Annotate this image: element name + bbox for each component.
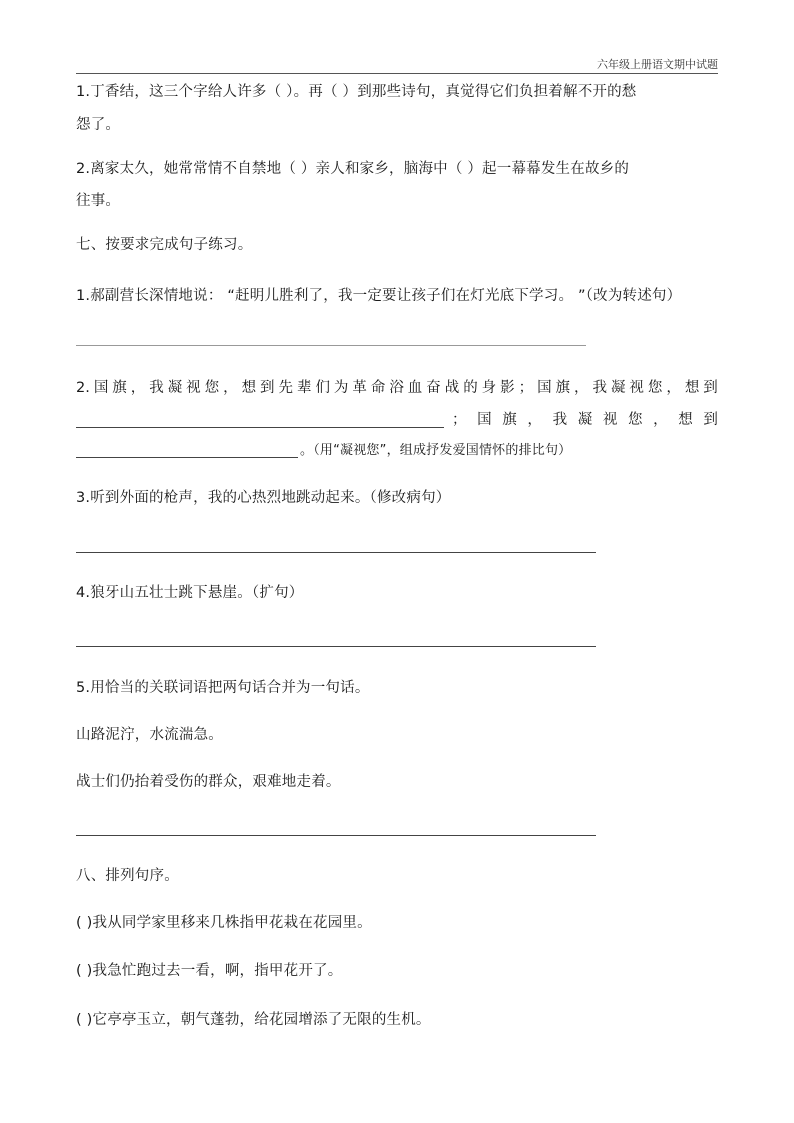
q8-item-3-text: 它亭亭玉立，朝气蓬勃，给花园增添了无限的生机。 [92, 1012, 431, 1028]
q7-2-line1-char: ， [223, 380, 238, 396]
q7-2-line1-char: 革 [352, 380, 367, 396]
q7-2-line1-char: 旗 [555, 380, 571, 396]
q7-2-line1-char: ， [666, 380, 681, 396]
section-8-title: 八、排列句序。 [76, 868, 179, 884]
q6-2-line1: 2.离家太久，她常常情不自禁地（ ）亲人和家乡，脑海中（ ）起一幕幕发生在故乡的 [76, 161, 630, 177]
q7-2-line1-char: 的 [463, 380, 478, 396]
q7-2-line1-char: 国 [93, 380, 109, 396]
q7-2-line1-char: 辈 [296, 380, 312, 396]
q7-2-line1-char: 影 [500, 380, 515, 396]
q7-2-line2-char: 到 [703, 412, 718, 428]
page-header: 六年级上册语文期中试题 [597, 58, 718, 71]
q7-2-line2-char: 您 [627, 412, 643, 428]
q6-1-line1: 1.丁香结，这三个字给人许多（ ）。再（ ）到那些诗句，真觉得它们负担着解不开的愁 [76, 84, 637, 100]
q7-2-line1-char: 先 [278, 380, 293, 396]
q7-2-line1-char: 旗 [112, 380, 127, 396]
q7-2-line1-char: 们 [315, 380, 330, 396]
q7-2-line1-char: 命 [370, 380, 386, 396]
q7-2-line2-char: 凝 [577, 412, 593, 428]
q7-2-blank2[interactable] [76, 457, 298, 458]
q7-2-line1-char: 2. [76, 380, 90, 396]
q7-2-line1-char: ， [574, 380, 589, 396]
q7-2-line1-char: 视 [186, 380, 201, 396]
q7-2-line2-char: 国 [477, 412, 492, 428]
q7-2-line1 [76, 378, 718, 398]
q8-item-1 [76, 913, 372, 933]
q7-2-line1-char: 浴 [389, 380, 404, 396]
q8-item-3-paren[interactable]: ( ) [76, 1012, 93, 1028]
q8-item-2-text: 我急忙跑过去一看，啊，指甲花开了。 [92, 963, 343, 979]
q7-2-line2-char: ； [452, 412, 467, 428]
q8-item-1-text: 我从同学家里移来几株指甲花栽在花园里。 [92, 915, 372, 931]
q8-item-1-paren[interactable]: ( ) [76, 915, 93, 931]
q7-2-line1-char: 到 [703, 380, 718, 396]
q7-2-line2-tail [452, 410, 718, 430]
q8-item-2 [76, 961, 342, 981]
header-divider [76, 73, 718, 74]
q7-4-answer-line[interactable] [76, 646, 596, 647]
q7-2-line1-char: 您 [204, 380, 220, 396]
q7-2-line2-char: 视 [602, 412, 618, 428]
q7-5-sentence2: 战士们仍抬着受伤的群众，艰难地走着。 [76, 774, 341, 790]
q7-2-line1-char: 视 [629, 380, 644, 396]
q6-1-line2: 怨了。 [76, 117, 121, 133]
q7-2-line2-char: 我 [552, 412, 568, 428]
q7-2-blank1[interactable] [76, 427, 444, 428]
section-7-title: 七、按要求完成句子练习。 [76, 237, 253, 253]
q8-item-3 [76, 1010, 431, 1030]
q7-2-line1-char: 我 [149, 380, 164, 396]
q7-2-line1-char: 血 [407, 380, 423, 396]
q7-1-text: 1.郝副营长深情地说： “赶明儿胜利了，我一定要让孩子们在灯光底下学习。 ”（改为转述句） [76, 288, 682, 304]
q7-2-line1-char: 凝 [167, 380, 183, 396]
q7-4-text: 4.狼牙山五壮士跳下悬崖。（扩句） [76, 585, 304, 601]
q7-2-line1-char: ； [518, 380, 534, 396]
q7-1-answer-line[interactable] [76, 345, 586, 346]
q7-2-line1-char: 想 [684, 380, 700, 396]
q7-2-line1-char: 您 [647, 380, 663, 396]
q6-2-line2: 往事。 [76, 193, 121, 209]
q7-2-line1-char: ， [130, 380, 146, 396]
q7-2-line3-tail: 。（用“凝视您”，组成抒发爱国情怀的排比句） [300, 443, 572, 458]
q7-5-sentence1: 山路泥泞，水流湍急。 [76, 727, 223, 743]
q7-2-line1-char: 凝 [610, 380, 626, 396]
q8-item-2-paren[interactable]: ( ) [76, 963, 93, 979]
q7-2-line1-char: 我 [592, 380, 607, 396]
q7-2-line2-char: ， [653, 412, 668, 428]
q7-2-line1-char: 到 [260, 380, 275, 396]
q7-5-text: 5.用恰当的关联词语把两句话合并为一句话。 [76, 680, 370, 696]
q7-2-line1-char: 战 [444, 380, 460, 396]
q7-2-line1-char: 奋 [426, 380, 441, 396]
q7-2-line1-char: 国 [537, 380, 552, 396]
q7-2-line1-char: 为 [333, 380, 349, 396]
q7-2-line2-char: ， [527, 412, 542, 428]
q7-2-line1-char: 想 [241, 380, 257, 396]
q7-2-line1-char: 身 [481, 380, 497, 396]
q7-2-line2-char: 旗 [502, 412, 517, 428]
q7-2-line2-char: 想 [678, 412, 693, 428]
q7-3-text: 3.听到外面的枪声，我的心热烈地跳动起来。（修改病句） [76, 490, 451, 506]
q7-3-answer-line[interactable] [76, 552, 596, 553]
q7-5-answer-line[interactable] [76, 835, 596, 836]
